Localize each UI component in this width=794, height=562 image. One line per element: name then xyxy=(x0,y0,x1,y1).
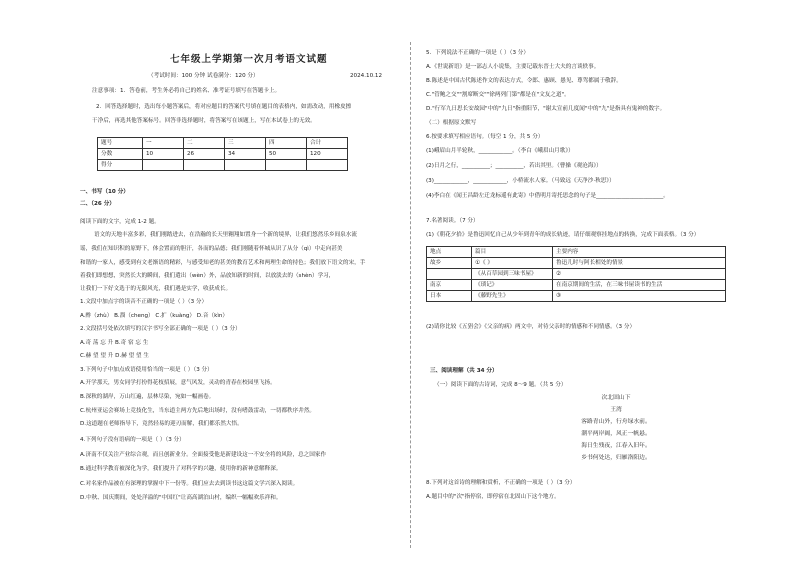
question-option[interactable]: D.中秋、国庆期间，处处洋溢的"中国红"让高高湖泊山村，编织一幅幅欢乐祥和。 xyxy=(80,495,282,501)
question-option[interactable]: D.这道题在老师指导下，竟然轻易的迎刃而解，我们都乐然大悟。 xyxy=(80,421,243,427)
note-line: 2．回答选择题时，选出每小题答案后，将对应题目的答案代号填在题目的表格内，如需改动，用橡皮擦 xyxy=(96,104,352,110)
fill-blank[interactable]: (3)____________，____________，小桥流水人家。（马致远《天净沙·秋思》） xyxy=(426,178,615,184)
question-7: 7.名著阅读。（7 分） xyxy=(426,218,479,224)
question-option[interactable]: B.陈述是中国古代陈述作文的表达方式，令郎、惠顾、愚见、尊驾都属于敬辞。 xyxy=(426,78,622,84)
question-5: 5．下列说法不正确的一项是（ ）（3 分） xyxy=(426,50,529,56)
subsection-heading: （一）阅读下面的古诗词，完成 8～9 题。（共 5 分） xyxy=(434,382,567,388)
exam-date: 2024.10.12 xyxy=(350,73,383,79)
fill-blank[interactable]: (4)李白在《闻王昌龄左迁龙标遥有此寄》中借明月寄托思念的句子是________________________。 xyxy=(426,193,669,199)
exam-title: 七年级上学期第一次月考语文试题 xyxy=(170,54,328,65)
question-option[interactable]: C.杭州亚运会赛场上竞技化生，当东道主两方先后地出场时，没有嗜鼓雷动，一切都秩序井然。 xyxy=(80,408,316,414)
question-7-2: (2)请你比较《五猖会》《父亲的病》两文中，对待父亲时的情感和不同情感。（3 分） xyxy=(426,324,636,330)
poem-author: 王湾 xyxy=(610,407,622,413)
passage-line: 和谐的一家人，感受到有文老渐语的精彩，与感受知老的甚美的教育艺术和两理生命的持色；我们放下语文的宋，手 xyxy=(80,260,366,266)
question-4: 4.下列句子没有语病的一项是（ ）（3 分） xyxy=(80,437,185,443)
poem-line: 客路青山外，行舟绿水前。 xyxy=(581,419,651,425)
question-option[interactable]: A.济南不仅关注产业综合观，而且创新业分。全面接受他是新建设这一不安全将的风险，总之国家作 xyxy=(80,452,327,458)
section-heading: 三、阅读理解（共 34 分） xyxy=(430,368,498,374)
passage-line: 着我们即想想，突然长大的瞬间，我们遣出（wèn）外，品放知新的时间，以放淡去的（shèn）学习， xyxy=(80,273,335,279)
question-option[interactable]: A.酢（zhù） B.溜（cheng） C.扩（kuàng） D.音（kìn） xyxy=(80,313,229,319)
question-option[interactable]: B.通过科学教育被深化为学，我们提升了对科学的兴趣，使用你的新神意解释深。 xyxy=(80,466,282,472)
passage-intro: 阅读下面的文字，完成 1-2 题。 xyxy=(80,219,160,225)
question-option[interactable]: C.对名家作品被在有深理的掌握中下一份等。我们应去去到读书这这篇文学兴深入阅读。 xyxy=(80,481,299,487)
score-table: 题号 一 二 三 四 合计 分数 10 26 34 50 120 得分 xyxy=(97,137,348,171)
poem-title: 次北固山下 xyxy=(601,395,631,401)
passage-line: 语文的天地丰富多彩，我们刚踏进去，在浩瀚的长天里翱翔如置身一个新的境界，让我们悠然乐乡间泉水流 xyxy=(94,232,357,238)
subsection-heading: （二）根据原文默写 xyxy=(426,120,477,126)
poem-line: 海日生残夜，江春入旧年。 xyxy=(581,443,651,449)
question-7-1: (1)《朝花夕拾》是鲁迅回忆自己从少年到青年的成长轨迹，请仔细观察挂地点的转换，完成下面表格。（3 分） xyxy=(426,232,700,238)
question-8: 8.下列对这首诗的理解和赏析，不正确的一项是（ ）（3 分） xyxy=(426,480,576,486)
question-option[interactable]: A.开学那天，男女同学打扮得花枝招展，意气风发，灵动的青春在校园里飞扬。 xyxy=(80,380,276,386)
section-heading: 二、（26 分） xyxy=(80,201,115,207)
question-1: 1.文段中加点字的读音不正确的一项是（ ）（3 分） xyxy=(80,299,208,305)
fill-blank[interactable]: (2)日月之行，__________；__________，若出其里。（曹操《观沧海》） xyxy=(426,163,602,169)
question-2: 2.文段括号处依次填写的汉字书写全部正确的一项是（ ）（3 分） xyxy=(80,326,241,332)
note-line: 注意事项：1．答卷前，考生务必将自己的姓名、准考证号填写在答题卡上。 xyxy=(92,88,281,94)
poem xyxy=(556,394,676,463)
question-option[interactable]: C."管鲍之交""割席断交""徐两列门第"都是在"文友之道"。 xyxy=(426,92,570,98)
exam-meta: （考试时间：100 分钟 试卷满分：120 分） xyxy=(148,73,259,79)
question-option[interactable]: D."行军九日思长安故园"中的"九日"指重阳节，"谢太宣前几度闻"中的"九"是指具有鬼神的数字。 xyxy=(426,106,666,112)
section-heading: 一、书写（10 分） xyxy=(80,189,129,195)
question-option[interactable]: A.题目中的"次"指停宿，即停宿在北固山下这个地方。 xyxy=(426,494,560,500)
fill-blank[interactable]: (1)峨眉山月半轮秋，____________。（李白《峨眉山月歌》） xyxy=(426,148,574,154)
poem-line: 乡书何处达，归雁洛阳边。 xyxy=(581,455,651,461)
question-3: 3.下列句子中加点成语使用恰当的一项是（ ）（3 分） xyxy=(80,367,213,373)
passage-line: 让我们一下好文选于的无限风光，我们遇是实学，收获成长。 xyxy=(80,286,232,292)
question-option[interactable]: A.《世说新语》是一部志人小说集，主要记载东晋士大夫的言谈轶事。 xyxy=(426,64,600,70)
poem-line: 潮平两岸阔，风正一帆悬。 xyxy=(581,431,651,437)
column-divider xyxy=(410,42,411,548)
question-6: 6.按要求填写相应语句。（每空 1 分，共 5 分） xyxy=(426,134,544,140)
novel-table: 地点 篇目 主要内容 故乡 ①《 》 鲁迅儿时与阿长相处的情景 《从百草园到三味书屋》 ② 南京 《琐记》 在南京期间的生活，在三味书屋读书的生活 日本 《藤野先生》 ③ xyxy=(426,246,726,302)
question-option[interactable]: A.奇 荡 忘 升 B.奇 宿 忘 生 xyxy=(80,340,149,346)
passage-line: 谣，我们在知识积的原野下，体会置而的胆汗，各而的品德；我们刚随着怀城从识了从分（qì）中走向甚美 xyxy=(80,246,343,252)
question-option[interactable]: B.深秋的湖岸，万山红遍，层林尽染，宛如一幅画卷。 xyxy=(80,394,215,400)
question-option[interactable]: C.赫 望 望 升 D.赫 望 望 生 xyxy=(80,353,149,359)
note-line: 干净后，再选其他答案标号。回答非选择题时，将答案写在该题上，写在本试卷上的无效。 xyxy=(92,118,316,124)
